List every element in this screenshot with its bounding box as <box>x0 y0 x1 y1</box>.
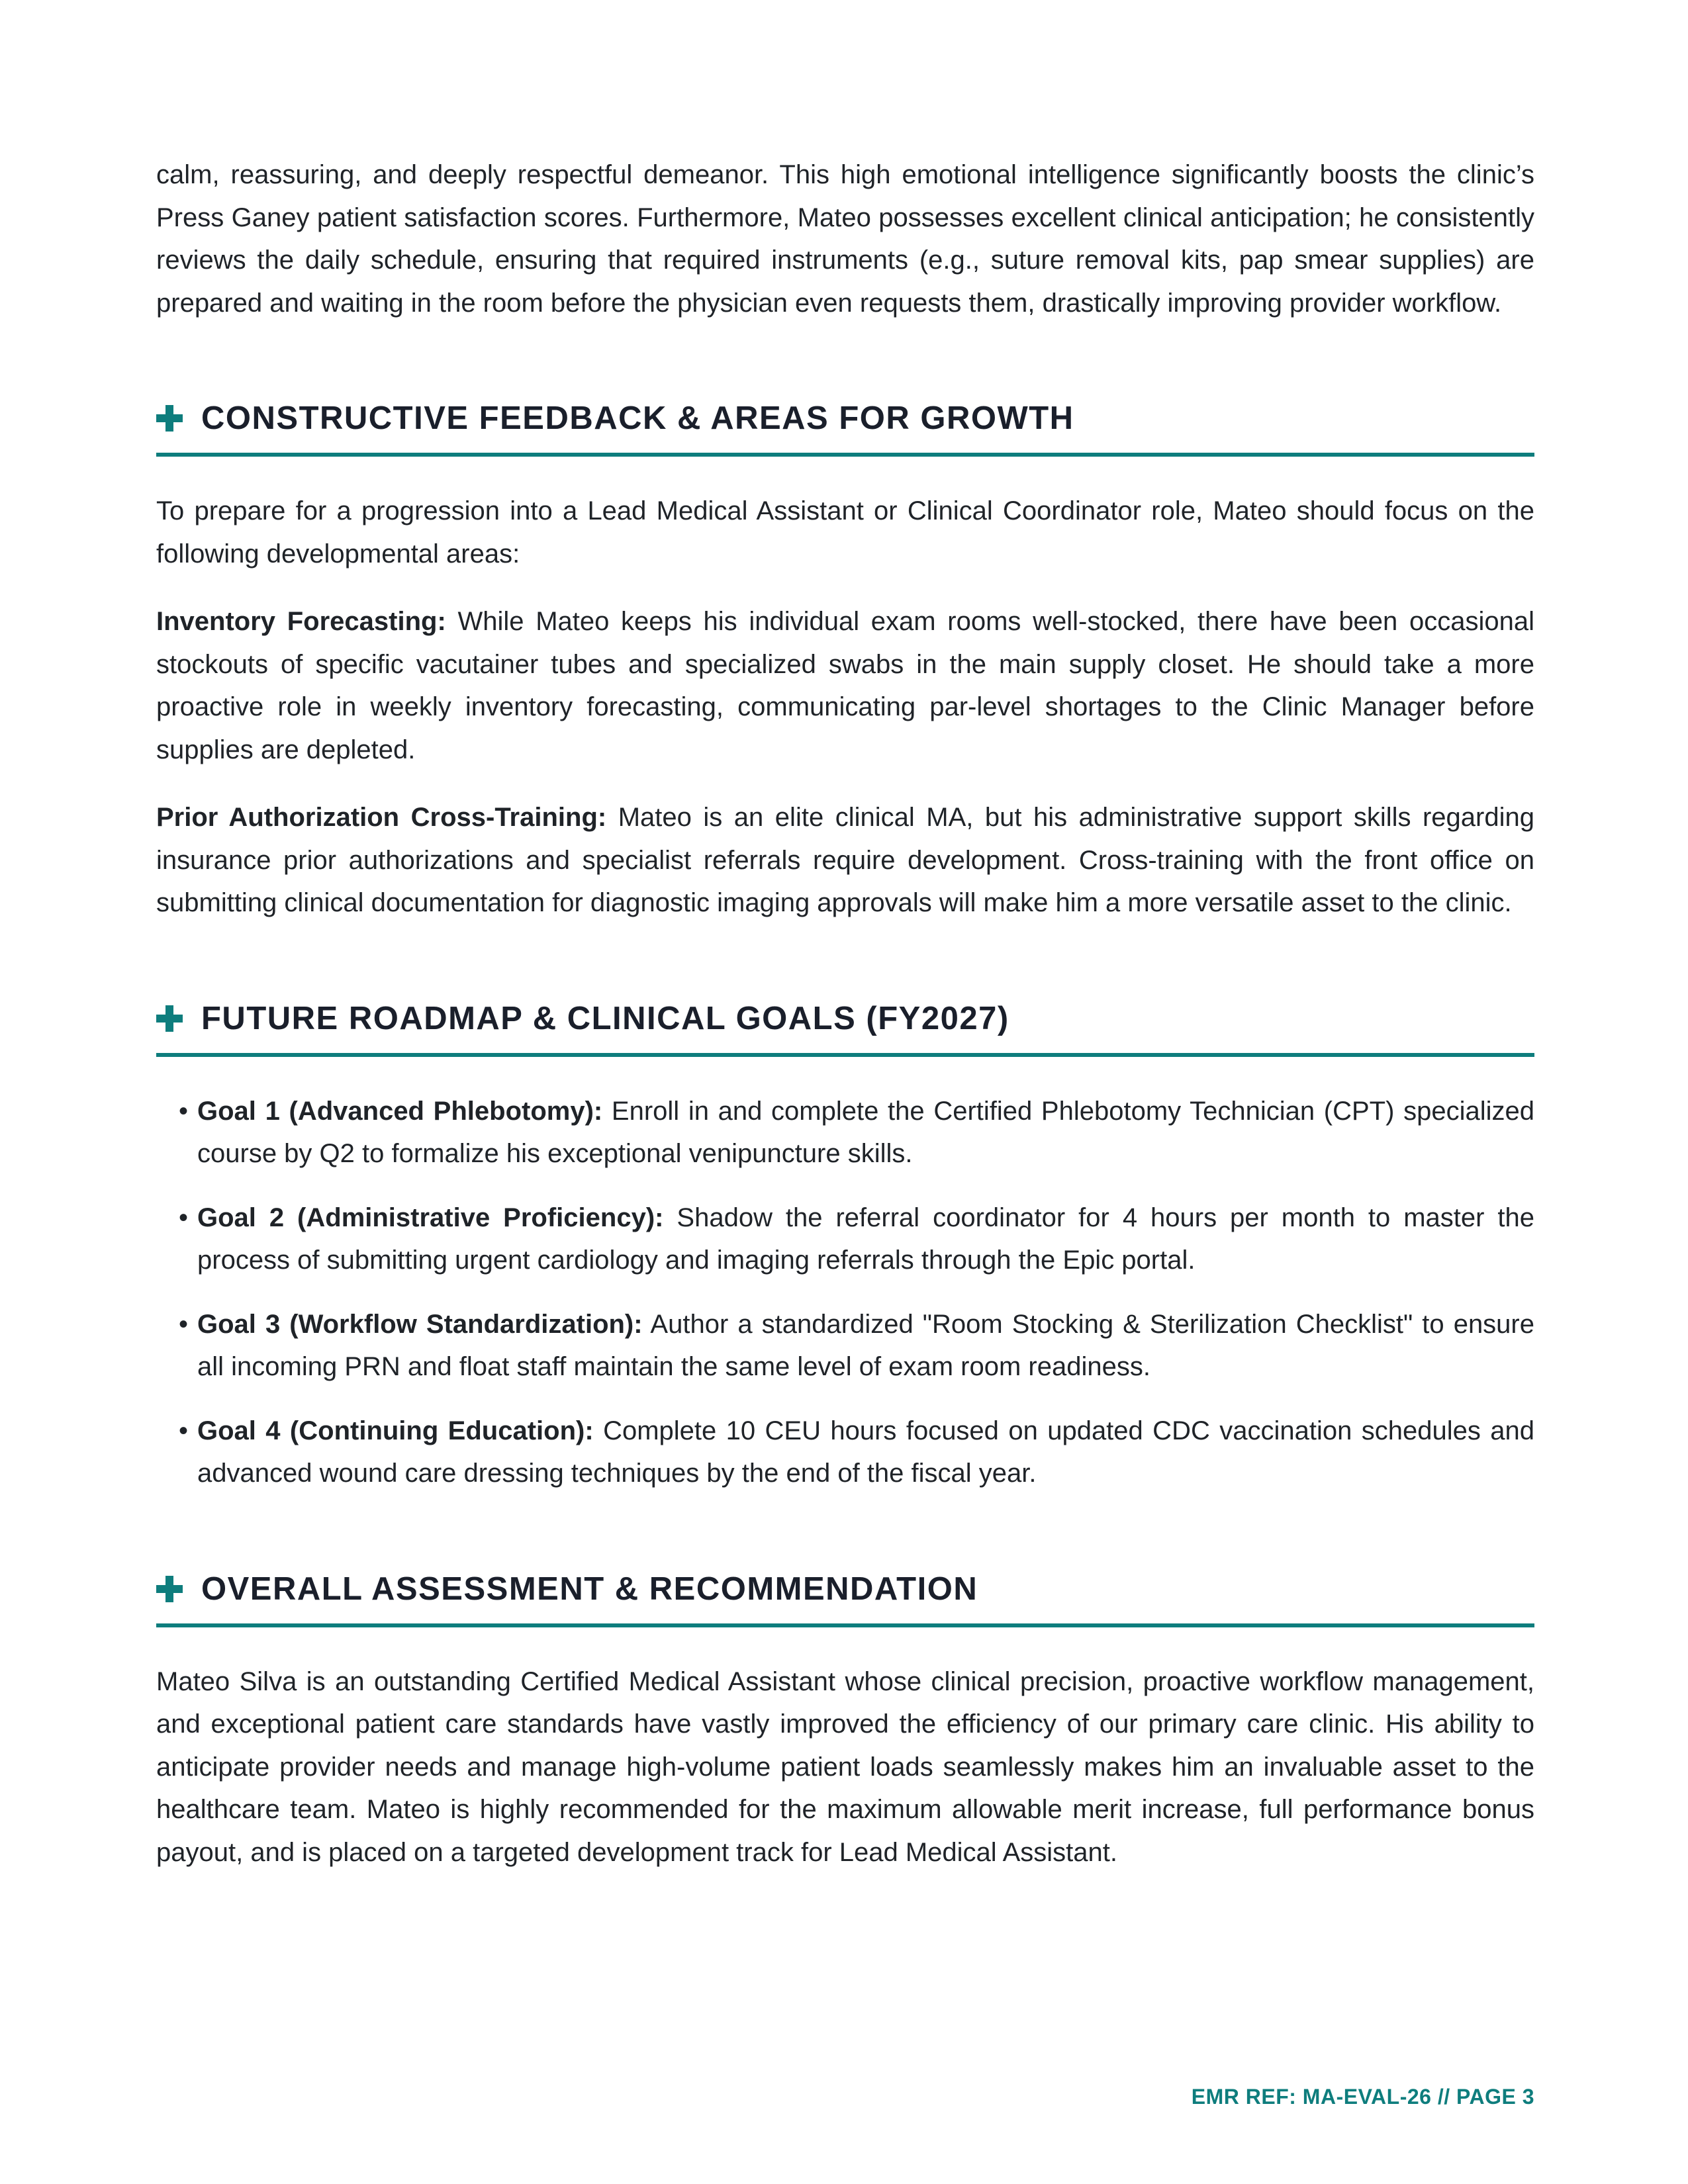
feedback-item-label: Prior Authorization Cross-Training: <box>156 803 607 832</box>
assessment-paragraph: Mateo Silva is an outstanding Certified Medical Assistant whose clinical precision, proactive workflow management, and exceptional patient care standards have vastly improved the efficiency of our primary care clinic. His ability to anticipate provider needs and manage high-volume patient loads seamlessly makes him an invaluable asset to the healthcare team. Mateo is highly recommended for the maximum allowable merit increase, full performance bonus payout, and is placed on a targeted development track for Lead Medical Assistant. <box>156 1666 1534 1867</box>
roadmap-section-header <box>156 999 1534 1057</box>
assessment-section-title: OVERALL ASSESSMENT & RECOMMENDATION <box>201 1570 978 1607</box>
bullet-icon: • <box>179 1309 189 1339</box>
document-page <box>156 154 1534 1874</box>
goal-label: Goal 3 (Workflow Standardization): <box>197 1309 643 1339</box>
feedback-item-label: Inventory Forecasting: <box>156 607 446 636</box>
goal-item <box>156 1197 1534 1282</box>
goal-label: Goal 2 (Administrative Proficiency): <box>197 1203 664 1232</box>
goals-list <box>156 1090 1534 1495</box>
goal-text: Shadow the referral coordinator for 4 hours per month to master the process of submitting urgent cardiology and imaging referrals through the Epic portal. <box>197 1203 1535 1275</box>
feedback-section-header <box>156 398 1534 457</box>
bullet-icon: • <box>179 1096 189 1126</box>
feedback-item-inventory <box>156 600 1534 771</box>
bullet-icon: • <box>179 1203 189 1232</box>
goal-item <box>156 1410 1534 1495</box>
feedback-item-prior-auth <box>156 796 1534 925</box>
goal-item <box>156 1303 1534 1388</box>
roadmap-section-title: FUTURE ROADMAP & CLINICAL GOALS (FY2027) <box>201 1000 1009 1036</box>
goal-text: Author a standardized "Room Stocking & Sterilization Checklist" to ensure all incoming PRN and float staff maintain the same level of exam room readiness. <box>197 1309 1534 1381</box>
goal-label: Goal 1 (Advanced Phlebotomy): <box>197 1096 603 1126</box>
feedback-intro-paragraph: To prepare for a progression into a Lead Medical Assistant or Clinical Coordinator role, Mateo should focus on the following developmental areas: <box>156 496 1534 569</box>
goal-item <box>156 1090 1534 1175</box>
bullet-icon: • <box>179 1416 189 1445</box>
feedback-item-text: While Mateo keeps his individual exam rooms well-stocked, there have been occasional stockouts of specific vacutainer tubes and specialized swabs in the main supply closet. He should take a more proactive role in weekly inventory forecasting, communicating par-level shortages to the Clinic Manager before supplies are depleted. <box>156 607 1534 764</box>
plus-icon <box>156 405 183 432</box>
plus-icon <box>156 1005 183 1032</box>
feedback-section-title: CONSTRUCTIVE FEEDBACK & AREAS FOR GROWTH <box>201 400 1074 436</box>
intro-paragraph: calm, reassuring, and deeply respectful demeanor. This high emotional intelligence significantly boosts the clinic’s Press Ganey patient satisfaction scores. Furthermore, Mateo possesses excellent clinical anticipation; he consistently reviews the daily schedule, ensuring that required instruments (e.g., suture removal kits, pap smear supplies) are prepared and waiting in the room before the physician even requests them, drastically improving provider workflow. <box>156 160 1534 318</box>
assessment-section-header <box>156 1569 1534 1627</box>
goal-label: Goal 4 (Continuing Education): <box>197 1416 594 1445</box>
page-footer-reference: EMR REF: MA-EVAL-26 // PAGE 3 <box>1191 2085 1534 2109</box>
goal-text: Enroll in and complete the Certified Phlebotomy Technician (CPT) specialized course by Q2 to formalize his exceptional venipuncture skills. <box>197 1096 1534 1168</box>
goal-text: Complete 10 CEU hours focused on updated CDC vaccination schedules and advanced wound care dressing techniques by the end of the fiscal year. <box>197 1416 1534 1488</box>
plus-icon <box>156 1576 183 1602</box>
feedback-item-text: Mateo is an elite clinical MA, but his administrative support skills regarding insurance prior authorizations and specialist referrals require development. Cross-training with the front office on submitting clinical documentation for diagnostic imaging approvals will make him a more versatile asset to the clinic. <box>156 803 1534 917</box>
